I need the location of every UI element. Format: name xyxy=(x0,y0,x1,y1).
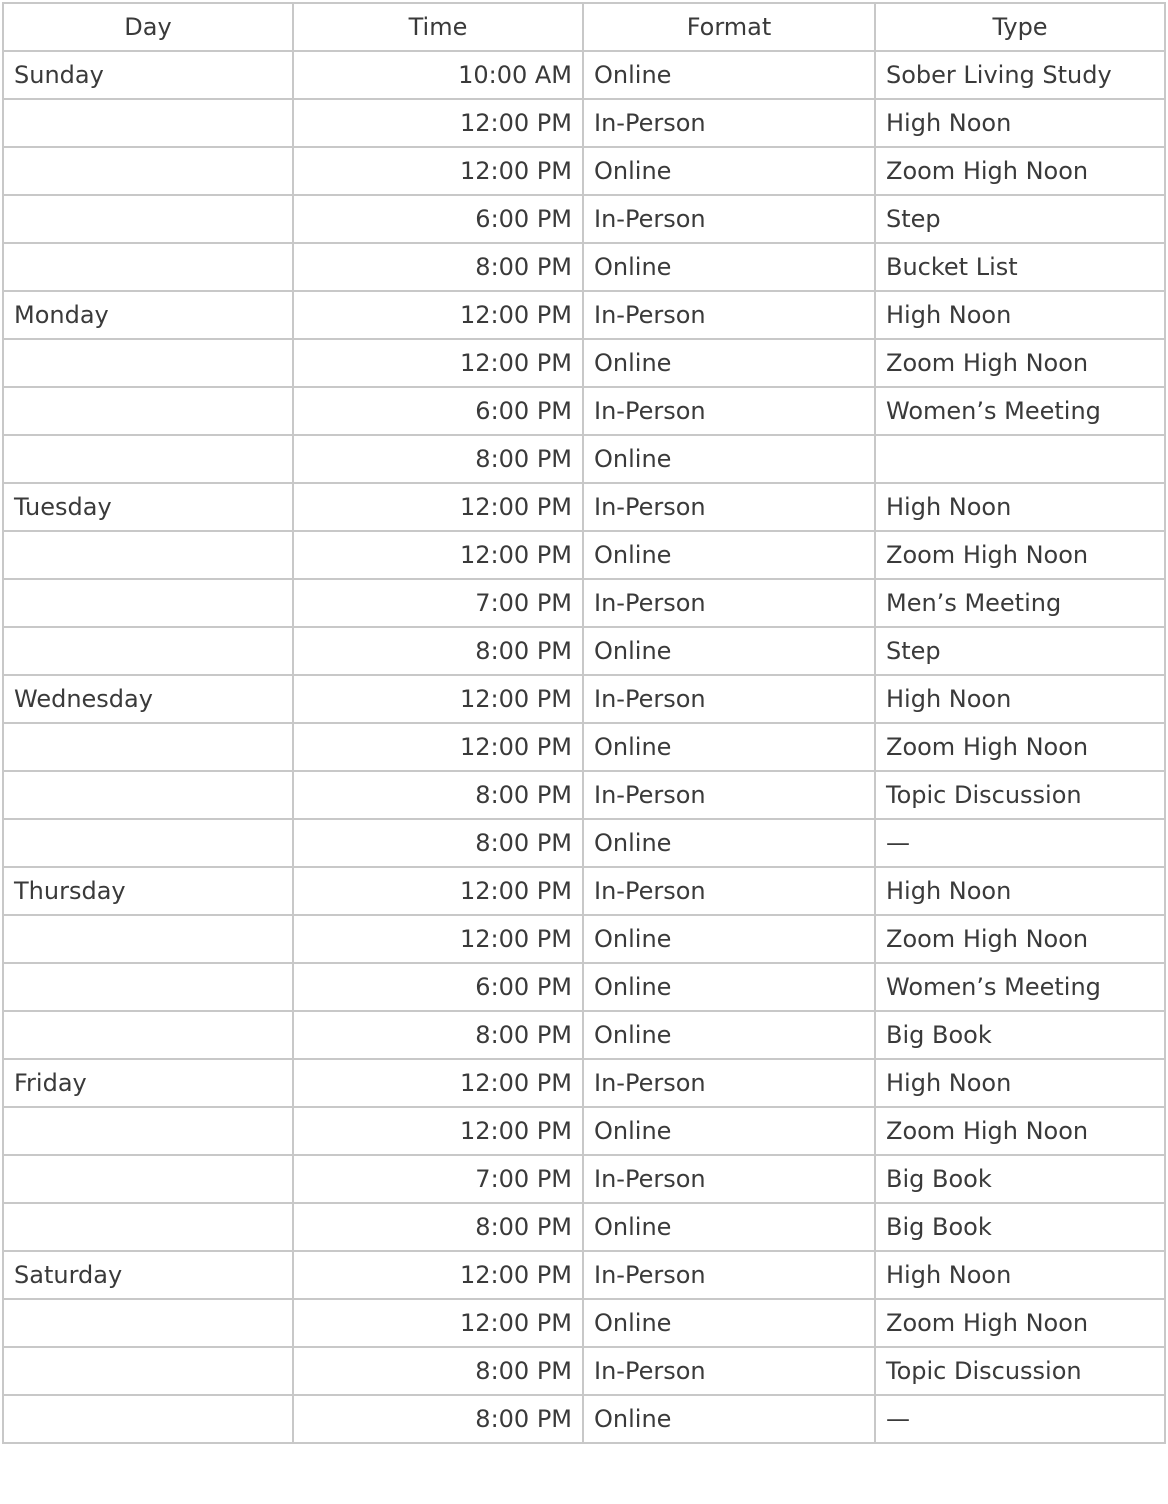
cell-format: In-Person xyxy=(583,99,875,147)
cell-day: Friday xyxy=(3,1059,293,1107)
cell-format: In-Person xyxy=(583,483,875,531)
cell-format: Online xyxy=(583,1395,875,1443)
table-row xyxy=(3,531,1165,579)
cell-time: 8:00 PM xyxy=(293,243,583,291)
cell-format: In-Person xyxy=(583,1155,875,1203)
table-row xyxy=(3,627,1165,675)
cell-type: Topic Discussion xyxy=(875,1347,1165,1395)
cell-time: 12:00 PM xyxy=(293,1059,583,1107)
cell-day: Sunday xyxy=(3,51,293,99)
table-row xyxy=(3,1395,1165,1443)
table-row xyxy=(3,339,1165,387)
cell-type: — xyxy=(875,1395,1165,1443)
cell-format: Online xyxy=(583,531,875,579)
cell-day: Thursday xyxy=(3,867,293,915)
table-row xyxy=(3,99,1165,147)
cell-day xyxy=(3,819,293,867)
cell-format: Online xyxy=(583,339,875,387)
cell-format: Online xyxy=(583,435,875,483)
column-header-type: Type xyxy=(875,3,1165,51)
cell-time: 6:00 PM xyxy=(293,387,583,435)
table-row xyxy=(3,1107,1165,1155)
cell-time: 8:00 PM xyxy=(293,819,583,867)
cell-time: 12:00 PM xyxy=(293,1107,583,1155)
cell-day xyxy=(3,531,293,579)
cell-type: High Noon xyxy=(875,1251,1165,1299)
cell-format: In-Person xyxy=(583,1251,875,1299)
table-row xyxy=(3,579,1165,627)
cell-type: High Noon xyxy=(875,675,1165,723)
table-row xyxy=(3,51,1165,99)
cell-day xyxy=(3,963,293,1011)
cell-time: 7:00 PM xyxy=(293,579,583,627)
cell-type: Zoom High Noon xyxy=(875,147,1165,195)
cell-type: Zoom High Noon xyxy=(875,1299,1165,1347)
table-row xyxy=(3,483,1165,531)
cell-type: Sober Living Study xyxy=(875,51,1165,99)
table-row xyxy=(3,435,1165,483)
cell-time: 8:00 PM xyxy=(293,627,583,675)
cell-day xyxy=(3,1395,293,1443)
cell-time: 12:00 PM xyxy=(293,99,583,147)
column-header-day: Day xyxy=(3,3,293,51)
table-row xyxy=(3,1299,1165,1347)
table-row xyxy=(3,867,1165,915)
cell-day xyxy=(3,195,293,243)
cell-type: Step xyxy=(875,195,1165,243)
cell-day xyxy=(3,435,293,483)
cell-day xyxy=(3,387,293,435)
column-header-format: Format xyxy=(583,3,875,51)
cell-format: In-Person xyxy=(583,1347,875,1395)
cell-format: Online xyxy=(583,1011,875,1059)
cell-format: Online xyxy=(583,1203,875,1251)
cell-type xyxy=(875,435,1165,483)
table-row xyxy=(3,1155,1165,1203)
cell-time: 12:00 PM xyxy=(293,723,583,771)
table-row xyxy=(3,147,1165,195)
cell-format: Online xyxy=(583,627,875,675)
cell-time: 12:00 PM xyxy=(293,483,583,531)
cell-type: High Noon xyxy=(875,99,1165,147)
meeting-schedule-table xyxy=(2,2,1166,1444)
cell-time: 12:00 PM xyxy=(293,147,583,195)
table-row xyxy=(3,915,1165,963)
table-header xyxy=(3,3,1165,51)
table-row xyxy=(3,675,1165,723)
cell-type: Big Book xyxy=(875,1155,1165,1203)
cell-day: Wednesday xyxy=(3,675,293,723)
cell-type: Women’s Meeting xyxy=(875,387,1165,435)
cell-time: 10:00 AM xyxy=(293,51,583,99)
cell-format: Online xyxy=(583,819,875,867)
cell-day xyxy=(3,243,293,291)
cell-time: 8:00 PM xyxy=(293,1395,583,1443)
cell-day xyxy=(3,1011,293,1059)
cell-time: 12:00 PM xyxy=(293,675,583,723)
cell-type: Big Book xyxy=(875,1203,1165,1251)
table-row xyxy=(3,1347,1165,1395)
cell-time: 6:00 PM xyxy=(293,963,583,1011)
cell-format: In-Person xyxy=(583,195,875,243)
cell-format: In-Person xyxy=(583,387,875,435)
cell-type: Zoom High Noon xyxy=(875,531,1165,579)
cell-format: In-Person xyxy=(583,867,875,915)
table-row xyxy=(3,1059,1165,1107)
cell-time: 12:00 PM xyxy=(293,339,583,387)
cell-type: Bucket List xyxy=(875,243,1165,291)
cell-format: In-Person xyxy=(583,675,875,723)
cell-time: 12:00 PM xyxy=(293,1299,583,1347)
table-row xyxy=(3,291,1165,339)
cell-format: Online xyxy=(583,963,875,1011)
header-row xyxy=(3,3,1165,51)
cell-type: High Noon xyxy=(875,1059,1165,1107)
cell-day xyxy=(3,579,293,627)
cell-type: Men’s Meeting xyxy=(875,579,1165,627)
cell-time: 8:00 PM xyxy=(293,435,583,483)
table-row xyxy=(3,723,1165,771)
cell-format: Online xyxy=(583,1299,875,1347)
cell-format: Online xyxy=(583,723,875,771)
cell-time: 8:00 PM xyxy=(293,1347,583,1395)
table-row xyxy=(3,819,1165,867)
cell-type: Topic Discussion xyxy=(875,771,1165,819)
table-body xyxy=(3,51,1165,1443)
cell-day xyxy=(3,723,293,771)
cell-format: In-Person xyxy=(583,771,875,819)
table-row xyxy=(3,195,1165,243)
cell-time: 12:00 PM xyxy=(293,531,583,579)
cell-time: 12:00 PM xyxy=(293,867,583,915)
table-row xyxy=(3,243,1165,291)
cell-day xyxy=(3,627,293,675)
cell-type: High Noon xyxy=(875,291,1165,339)
cell-type: Zoom High Noon xyxy=(875,1107,1165,1155)
cell-time: 8:00 PM xyxy=(293,1203,583,1251)
cell-day xyxy=(3,1107,293,1155)
cell-time: 7:00 PM xyxy=(293,1155,583,1203)
cell-day xyxy=(3,1203,293,1251)
cell-time: 12:00 PM xyxy=(293,915,583,963)
cell-format: Online xyxy=(583,147,875,195)
table-row xyxy=(3,1011,1165,1059)
cell-day xyxy=(3,147,293,195)
cell-type: Women’s Meeting xyxy=(875,963,1165,1011)
cell-format: Online xyxy=(583,51,875,99)
table-row xyxy=(3,1251,1165,1299)
cell-time: 6:00 PM xyxy=(293,195,583,243)
cell-day xyxy=(3,99,293,147)
cell-type: High Noon xyxy=(875,867,1165,915)
cell-day xyxy=(3,339,293,387)
cell-time: 12:00 PM xyxy=(293,291,583,339)
cell-day: Tuesday xyxy=(3,483,293,531)
cell-type: Zoom High Noon xyxy=(875,723,1165,771)
cell-time: 8:00 PM xyxy=(293,771,583,819)
cell-format: Online xyxy=(583,915,875,963)
cell-time: 12:00 PM xyxy=(293,1251,583,1299)
cell-day: Monday xyxy=(3,291,293,339)
cell-day xyxy=(3,915,293,963)
cell-day xyxy=(3,1155,293,1203)
table-row xyxy=(3,387,1165,435)
column-header-time: Time xyxy=(293,3,583,51)
cell-format: Online xyxy=(583,243,875,291)
cell-type: High Noon xyxy=(875,483,1165,531)
cell-format: In-Person xyxy=(583,1059,875,1107)
cell-format: In-Person xyxy=(583,291,875,339)
table-row xyxy=(3,963,1165,1011)
cell-type: — xyxy=(875,819,1165,867)
cell-format: In-Person xyxy=(583,579,875,627)
cell-day xyxy=(3,1299,293,1347)
cell-day xyxy=(3,1347,293,1395)
table-row xyxy=(3,771,1165,819)
cell-type: Zoom High Noon xyxy=(875,915,1165,963)
cell-day: Saturday xyxy=(3,1251,293,1299)
cell-type: Zoom High Noon xyxy=(875,339,1165,387)
cell-type: Step xyxy=(875,627,1165,675)
cell-format: Online xyxy=(583,1107,875,1155)
cell-day xyxy=(3,771,293,819)
table-row xyxy=(3,1203,1165,1251)
cell-time: 8:00 PM xyxy=(293,1011,583,1059)
cell-type: Big Book xyxy=(875,1011,1165,1059)
